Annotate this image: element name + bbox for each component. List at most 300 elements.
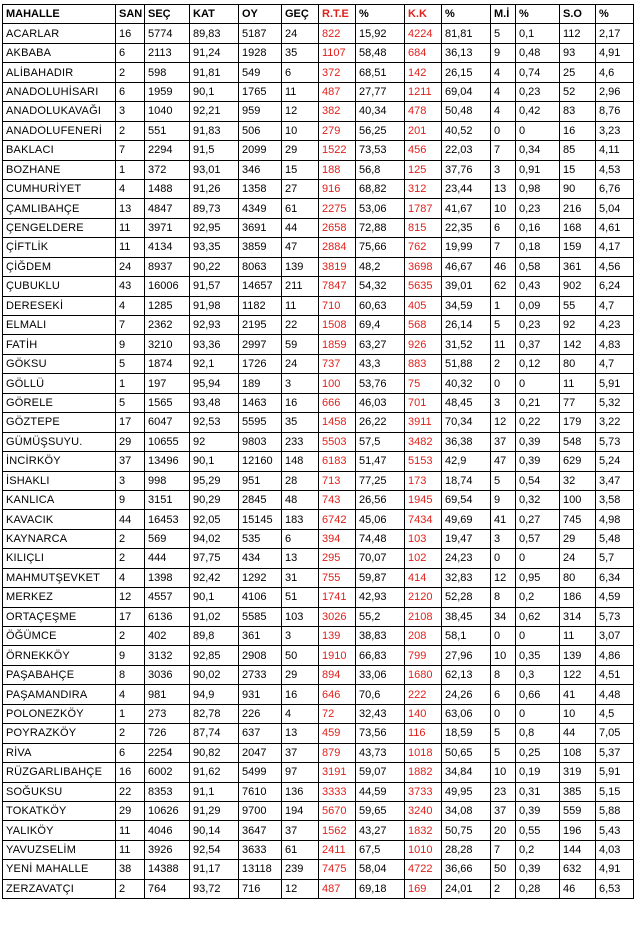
table-cell: 10626 bbox=[145, 801, 190, 820]
table-cell: 29 bbox=[560, 529, 596, 548]
table-cell: 37 bbox=[116, 452, 145, 471]
table-cell: 32,43 bbox=[356, 704, 405, 723]
table-cell: 91,83 bbox=[190, 121, 239, 140]
table-cell: 0,09 bbox=[516, 296, 560, 315]
table-cell: 0,27 bbox=[516, 510, 560, 529]
table-row bbox=[3, 743, 634, 762]
neighborhood-name-cell: CUMHURİYET bbox=[3, 179, 116, 198]
table-cell: 77,25 bbox=[356, 471, 405, 490]
table-cell: 43 bbox=[116, 277, 145, 296]
table-cell: 60,63 bbox=[356, 296, 405, 315]
table-cell: 69,4 bbox=[356, 316, 405, 335]
table-cell: 10 bbox=[282, 121, 319, 140]
table-cell: 125 bbox=[405, 160, 442, 179]
table-cell: 4224 bbox=[405, 24, 442, 43]
table-cell: 92,54 bbox=[190, 840, 239, 859]
table-cell: 6,76 bbox=[596, 179, 634, 198]
neighborhood-name-cell: POLONEZKÖY bbox=[3, 704, 116, 723]
table-cell: 112 bbox=[560, 24, 596, 43]
table-cell: 4,98 bbox=[596, 510, 634, 529]
table-cell: 97,75 bbox=[190, 549, 239, 568]
table-row bbox=[3, 296, 634, 315]
table-cell: 63,06 bbox=[442, 704, 491, 723]
table-row bbox=[3, 860, 634, 879]
table-cell: 4106 bbox=[239, 588, 282, 607]
table-cell: 0,37 bbox=[516, 335, 560, 354]
table-cell: 6 bbox=[116, 743, 145, 762]
table-row bbox=[3, 335, 634, 354]
table-cell: 59,07 bbox=[356, 763, 405, 782]
table-cell: 69,54 bbox=[442, 490, 491, 509]
neighborhood-name-cell: ÇİFTLİK bbox=[3, 238, 116, 257]
table-cell: 43,3 bbox=[356, 354, 405, 373]
table-row bbox=[3, 160, 634, 179]
table-cell: 7 bbox=[491, 238, 516, 257]
table-cell: 2733 bbox=[239, 665, 282, 684]
table-cell: 13 bbox=[282, 724, 319, 743]
table-cell: 0,74 bbox=[516, 63, 560, 82]
table-cell: 535 bbox=[239, 529, 282, 548]
table-cell: 12 bbox=[282, 879, 319, 898]
table-row bbox=[3, 43, 634, 62]
table-cell: 12160 bbox=[239, 452, 282, 471]
table-cell: 1358 bbox=[239, 179, 282, 198]
neighborhood-name-cell: GÜMÜŞSUYU. bbox=[3, 432, 116, 451]
table-cell: 0,91 bbox=[516, 160, 560, 179]
column-header: K.K bbox=[405, 5, 442, 24]
table-cell: 188 bbox=[319, 160, 356, 179]
table-cell: 2845 bbox=[239, 490, 282, 509]
table-cell: 755 bbox=[319, 568, 356, 587]
table-cell: 15,92 bbox=[356, 24, 405, 43]
table-cell: 179 bbox=[560, 413, 596, 432]
table-cell: 67,5 bbox=[356, 840, 405, 859]
table-cell: 90 bbox=[560, 179, 596, 198]
table-cell: 6,24 bbox=[596, 277, 634, 296]
table-cell: 0,2 bbox=[516, 588, 560, 607]
table-cell: 1680 bbox=[405, 665, 442, 684]
table-cell: 62,13 bbox=[442, 665, 491, 684]
table-cell: 26,14 bbox=[442, 316, 491, 335]
table-cell: 9 bbox=[116, 335, 145, 354]
table-cell: 15 bbox=[560, 160, 596, 179]
table-cell: 11 bbox=[560, 627, 596, 646]
table-cell: 36,13 bbox=[442, 43, 491, 62]
table-cell: 0,35 bbox=[516, 646, 560, 665]
table-cell: 710 bbox=[319, 296, 356, 315]
table-row bbox=[3, 374, 634, 393]
table-cell: 24,26 bbox=[442, 685, 491, 704]
table-cell: 49,95 bbox=[442, 782, 491, 801]
table-cell: 197 bbox=[145, 374, 190, 393]
table-cell: 312 bbox=[405, 179, 442, 198]
table-cell: 58,48 bbox=[356, 43, 405, 62]
table-cell: 1562 bbox=[319, 821, 356, 840]
table-cell: 548 bbox=[560, 432, 596, 451]
table-row bbox=[3, 685, 634, 704]
table-cell: 69,04 bbox=[442, 82, 491, 101]
table-cell: 51 bbox=[282, 588, 319, 607]
table-cell: 5,73 bbox=[596, 607, 634, 626]
table-cell: 16 bbox=[116, 24, 145, 43]
table-cell: 37 bbox=[491, 801, 516, 820]
table-cell: 8937 bbox=[145, 257, 190, 276]
table-cell: 47 bbox=[282, 238, 319, 257]
table-cell: 0,12 bbox=[516, 354, 560, 373]
table-cell: 5774 bbox=[145, 24, 190, 43]
table-cell: 3 bbox=[491, 160, 516, 179]
table-cell: 2362 bbox=[145, 316, 190, 335]
table-cell: 3026 bbox=[319, 607, 356, 626]
column-header: SAN bbox=[116, 5, 145, 24]
table-cell: 159 bbox=[560, 238, 596, 257]
table-cell: 16 bbox=[116, 763, 145, 782]
table-row bbox=[3, 549, 634, 568]
table-row bbox=[3, 218, 634, 237]
table-row bbox=[3, 413, 634, 432]
table-cell: 2 bbox=[116, 627, 145, 646]
table-cell: 402 bbox=[145, 627, 190, 646]
table-cell: 5 bbox=[116, 354, 145, 373]
table-cell: 385 bbox=[560, 782, 596, 801]
table-cell: 319 bbox=[560, 763, 596, 782]
table-cell: 3633 bbox=[239, 840, 282, 859]
neighborhood-name-cell: YALIKÖY bbox=[3, 821, 116, 840]
table-cell: 42,93 bbox=[356, 588, 405, 607]
table-cell: 4 bbox=[116, 179, 145, 198]
table-cell: 4 bbox=[491, 102, 516, 121]
neighborhood-name-cell: SOĞUKSU bbox=[3, 782, 116, 801]
table-cell: 20 bbox=[491, 821, 516, 840]
table-cell: 92,93 bbox=[190, 316, 239, 335]
table-cell: 15145 bbox=[239, 510, 282, 529]
table-cell: 4,51 bbox=[596, 665, 634, 684]
table-row bbox=[3, 257, 634, 276]
table-cell: 37 bbox=[491, 432, 516, 451]
table-cell: 89,73 bbox=[190, 199, 239, 218]
table-row bbox=[3, 879, 634, 898]
table-cell: 1859 bbox=[319, 335, 356, 354]
table-cell: 50 bbox=[491, 860, 516, 879]
table-cell: 189 bbox=[239, 374, 282, 393]
neighborhood-name-cell: ORTAÇEŞME bbox=[3, 607, 116, 626]
table-cell: 1 bbox=[116, 160, 145, 179]
table-cell: 314 bbox=[560, 607, 596, 626]
table-cell: 0,18 bbox=[516, 238, 560, 257]
table-cell: 0,98 bbox=[516, 179, 560, 198]
table-cell: 92,1 bbox=[190, 354, 239, 373]
table-cell: 0 bbox=[516, 374, 560, 393]
table-row bbox=[3, 24, 634, 43]
table-cell: 5,91 bbox=[596, 763, 634, 782]
table-cell: 75 bbox=[405, 374, 442, 393]
table-cell: 361 bbox=[239, 627, 282, 646]
table-cell: 6742 bbox=[319, 510, 356, 529]
table-cell: 32,83 bbox=[442, 568, 491, 587]
column-header: M.İ bbox=[491, 5, 516, 24]
table-cell: 1107 bbox=[319, 43, 356, 62]
table-cell: 40,52 bbox=[442, 121, 491, 140]
table-cell: 50,65 bbox=[442, 743, 491, 762]
table-cell: 1211 bbox=[405, 82, 442, 101]
table-cell: 53,76 bbox=[356, 374, 405, 393]
table-cell: 16453 bbox=[145, 510, 190, 529]
table-cell: 74,48 bbox=[356, 529, 405, 548]
table-cell: 239 bbox=[282, 860, 319, 879]
table-cell: 3333 bbox=[319, 782, 356, 801]
table-cell: 16 bbox=[282, 685, 319, 704]
table-cell: 0,23 bbox=[516, 199, 560, 218]
table-cell: 233 bbox=[282, 432, 319, 451]
table-cell: 4,59 bbox=[596, 588, 634, 607]
table-cell: 883 bbox=[405, 354, 442, 373]
table-cell: 8 bbox=[491, 588, 516, 607]
column-header: % bbox=[442, 5, 491, 24]
table-cell: 92,05 bbox=[190, 510, 239, 529]
column-header: % bbox=[356, 5, 405, 24]
table-cell: 2294 bbox=[145, 141, 190, 160]
table-cell: 0,1 bbox=[516, 24, 560, 43]
table-cell: 201 bbox=[405, 121, 442, 140]
table-cell: 40,32 bbox=[442, 374, 491, 393]
table-cell: 14657 bbox=[239, 277, 282, 296]
neighborhood-name-cell: KILIÇLI bbox=[3, 549, 116, 568]
table-cell: 0,8 bbox=[516, 724, 560, 743]
table-cell: 11 bbox=[116, 218, 145, 237]
table-row bbox=[3, 490, 634, 509]
table-cell: 51,88 bbox=[442, 354, 491, 373]
table-cell: 762 bbox=[405, 238, 442, 257]
table-cell: 5,7 bbox=[596, 549, 634, 568]
table-row bbox=[3, 529, 634, 548]
table-cell: 2 bbox=[116, 724, 145, 743]
neighborhood-name-cell: BAKLACI bbox=[3, 141, 116, 160]
table-cell: 58,1 bbox=[442, 627, 491, 646]
table-cell: 54,32 bbox=[356, 277, 405, 296]
table-cell: 93,36 bbox=[190, 335, 239, 354]
table-cell: 82,78 bbox=[190, 704, 239, 723]
table-row bbox=[3, 782, 634, 801]
table-cell: 4 bbox=[116, 568, 145, 587]
table-cell: 81,81 bbox=[442, 24, 491, 43]
table-cell: 487 bbox=[319, 82, 356, 101]
table-cell: 211 bbox=[282, 277, 319, 296]
table-cell: 4722 bbox=[405, 860, 442, 879]
table-cell: 6 bbox=[282, 63, 319, 82]
table-cell: 103 bbox=[405, 529, 442, 548]
table-cell: 2254 bbox=[145, 743, 190, 762]
table-cell: 13496 bbox=[145, 452, 190, 471]
table-cell: 9 bbox=[491, 43, 516, 62]
table-cell: 59,87 bbox=[356, 568, 405, 587]
table-cell: 196 bbox=[560, 821, 596, 840]
table-cell: 90,22 bbox=[190, 257, 239, 276]
table-cell: 37 bbox=[282, 821, 319, 840]
table-cell: 4,86 bbox=[596, 646, 634, 665]
table-cell: 7,05 bbox=[596, 724, 634, 743]
table-cell: 44 bbox=[116, 510, 145, 529]
table-cell: 12 bbox=[491, 413, 516, 432]
table-cell: 684 bbox=[405, 43, 442, 62]
table-cell: 6047 bbox=[145, 413, 190, 432]
table-cell: 10655 bbox=[145, 432, 190, 451]
table-cell: 5,73 bbox=[596, 432, 634, 451]
table-cell: 2 bbox=[116, 529, 145, 548]
table-cell: 49,69 bbox=[442, 510, 491, 529]
table-cell: 1018 bbox=[405, 743, 442, 762]
table-cell: 981 bbox=[145, 685, 190, 704]
table-cell: 93,72 bbox=[190, 879, 239, 898]
table-header bbox=[3, 5, 634, 24]
table-cell: 68,82 bbox=[356, 179, 405, 198]
table-cell: 27,96 bbox=[442, 646, 491, 665]
table-cell: 0 bbox=[516, 704, 560, 723]
table-cell: 2 bbox=[491, 879, 516, 898]
table-cell: 91,62 bbox=[190, 763, 239, 782]
table-cell: 0,39 bbox=[516, 432, 560, 451]
table-cell: 142 bbox=[560, 335, 596, 354]
table-cell: 26,15 bbox=[442, 63, 491, 82]
table-cell: 44,59 bbox=[356, 782, 405, 801]
table-cell: 13 bbox=[282, 549, 319, 568]
table-cell: 50,75 bbox=[442, 821, 491, 840]
neighborhood-name-cell: TOKATKÖY bbox=[3, 801, 116, 820]
neighborhood-name-cell: KAYNARCA bbox=[3, 529, 116, 548]
table-cell: 91,57 bbox=[190, 277, 239, 296]
table-cell: 701 bbox=[405, 393, 442, 412]
table-cell: 59 bbox=[282, 335, 319, 354]
table-cell: 139 bbox=[319, 627, 356, 646]
table-cell: 487 bbox=[319, 879, 356, 898]
table-cell: 2884 bbox=[319, 238, 356, 257]
table-row bbox=[3, 316, 634, 335]
table-cell: 4,6 bbox=[596, 63, 634, 82]
table-cell: 83 bbox=[560, 102, 596, 121]
table-cell: 31 bbox=[282, 568, 319, 587]
table-cell: 24,01 bbox=[442, 879, 491, 898]
table-cell: 568 bbox=[405, 316, 442, 335]
table-cell: 646 bbox=[319, 685, 356, 704]
table-cell: 1010 bbox=[405, 840, 442, 859]
table-cell: 90,1 bbox=[190, 452, 239, 471]
table-cell: 77 bbox=[560, 393, 596, 412]
table-cell: 5 bbox=[491, 471, 516, 490]
table-cell: 0,19 bbox=[516, 763, 560, 782]
header-row bbox=[3, 5, 634, 24]
table-cell: 14388 bbox=[145, 860, 190, 879]
table-cell: 10 bbox=[560, 704, 596, 723]
table-cell: 23 bbox=[491, 782, 516, 801]
table-cell: 414 bbox=[405, 568, 442, 587]
table-cell: 17 bbox=[116, 413, 145, 432]
column-header: % bbox=[596, 5, 634, 24]
table-cell: 7434 bbox=[405, 510, 442, 529]
table-cell: 2 bbox=[116, 121, 145, 140]
table-cell: 799 bbox=[405, 646, 442, 665]
table-cell: 93,48 bbox=[190, 393, 239, 412]
table-cell: 32 bbox=[560, 471, 596, 490]
table-cell: 6 bbox=[116, 43, 145, 62]
neighborhood-name-cell: ÇUBUKLU bbox=[3, 277, 116, 296]
table-row bbox=[3, 354, 634, 373]
table-cell: 9 bbox=[116, 490, 145, 509]
table-cell: 16 bbox=[560, 121, 596, 140]
table-cell: 12 bbox=[491, 568, 516, 587]
table-row bbox=[3, 121, 634, 140]
table-cell: 48,2 bbox=[356, 257, 405, 276]
neighborhood-name-cell: RİVA bbox=[3, 743, 116, 762]
table-cell: 5,91 bbox=[596, 374, 634, 393]
table-cell: 80 bbox=[560, 354, 596, 373]
table-cell: 91,98 bbox=[190, 296, 239, 315]
table-cell: 27,77 bbox=[356, 82, 405, 101]
table-cell: 87,74 bbox=[190, 724, 239, 743]
table-cell: 24,23 bbox=[442, 549, 491, 568]
table-cell: 1959 bbox=[145, 82, 190, 101]
table-cell: 63,27 bbox=[356, 335, 405, 354]
table-cell: 3859 bbox=[239, 238, 282, 257]
table-cell: 1787 bbox=[405, 199, 442, 218]
table-cell: 6 bbox=[116, 82, 145, 101]
table-cell: 22,03 bbox=[442, 141, 491, 160]
table-cell: 5,37 bbox=[596, 743, 634, 762]
column-header: OY bbox=[239, 5, 282, 24]
table-cell: 1463 bbox=[239, 393, 282, 412]
table-cell: 4,48 bbox=[596, 685, 634, 704]
table-row bbox=[3, 665, 634, 684]
table-cell: 745 bbox=[560, 510, 596, 529]
table-cell: 372 bbox=[319, 63, 356, 82]
table-cell: 27 bbox=[282, 179, 319, 198]
table-cell: 3 bbox=[116, 471, 145, 490]
table-cell: 58,04 bbox=[356, 860, 405, 879]
table-cell: 0,23 bbox=[516, 316, 560, 335]
table-cell: 3210 bbox=[145, 335, 190, 354]
table-cell: 0,31 bbox=[516, 782, 560, 801]
table-cell: 4,7 bbox=[596, 296, 634, 315]
table-cell: 0,62 bbox=[516, 607, 560, 626]
table-cell: 3,22 bbox=[596, 413, 634, 432]
table-cell: 5 bbox=[491, 743, 516, 762]
table-cell: 3151 bbox=[145, 490, 190, 509]
table-cell: 394 bbox=[319, 529, 356, 548]
table-cell: 2275 bbox=[319, 199, 356, 218]
table-row bbox=[3, 588, 634, 607]
table-cell: 7 bbox=[116, 316, 145, 335]
table-cell: 41 bbox=[560, 685, 596, 704]
table-cell: 139 bbox=[282, 257, 319, 276]
table-cell: 0,55 bbox=[516, 821, 560, 840]
table-cell: 41,67 bbox=[442, 199, 491, 218]
table-cell: 4557 bbox=[145, 588, 190, 607]
table-cell: 4847 bbox=[145, 199, 190, 218]
table-cell: 0,25 bbox=[516, 743, 560, 762]
column-header: KAT bbox=[190, 5, 239, 24]
table-cell: 8063 bbox=[239, 257, 282, 276]
table-row bbox=[3, 763, 634, 782]
table-cell: 4 bbox=[116, 296, 145, 315]
table-cell: 3,23 bbox=[596, 121, 634, 140]
table-cell: 69,18 bbox=[356, 879, 405, 898]
table-cell: 3911 bbox=[405, 413, 442, 432]
table-cell: 5,48 bbox=[596, 529, 634, 548]
table-cell: 1726 bbox=[239, 354, 282, 373]
table-cell: 42,9 bbox=[442, 452, 491, 471]
table-cell: 815 bbox=[405, 218, 442, 237]
column-header: % bbox=[516, 5, 560, 24]
table-cell: 59,65 bbox=[356, 801, 405, 820]
table-cell: 93 bbox=[560, 43, 596, 62]
